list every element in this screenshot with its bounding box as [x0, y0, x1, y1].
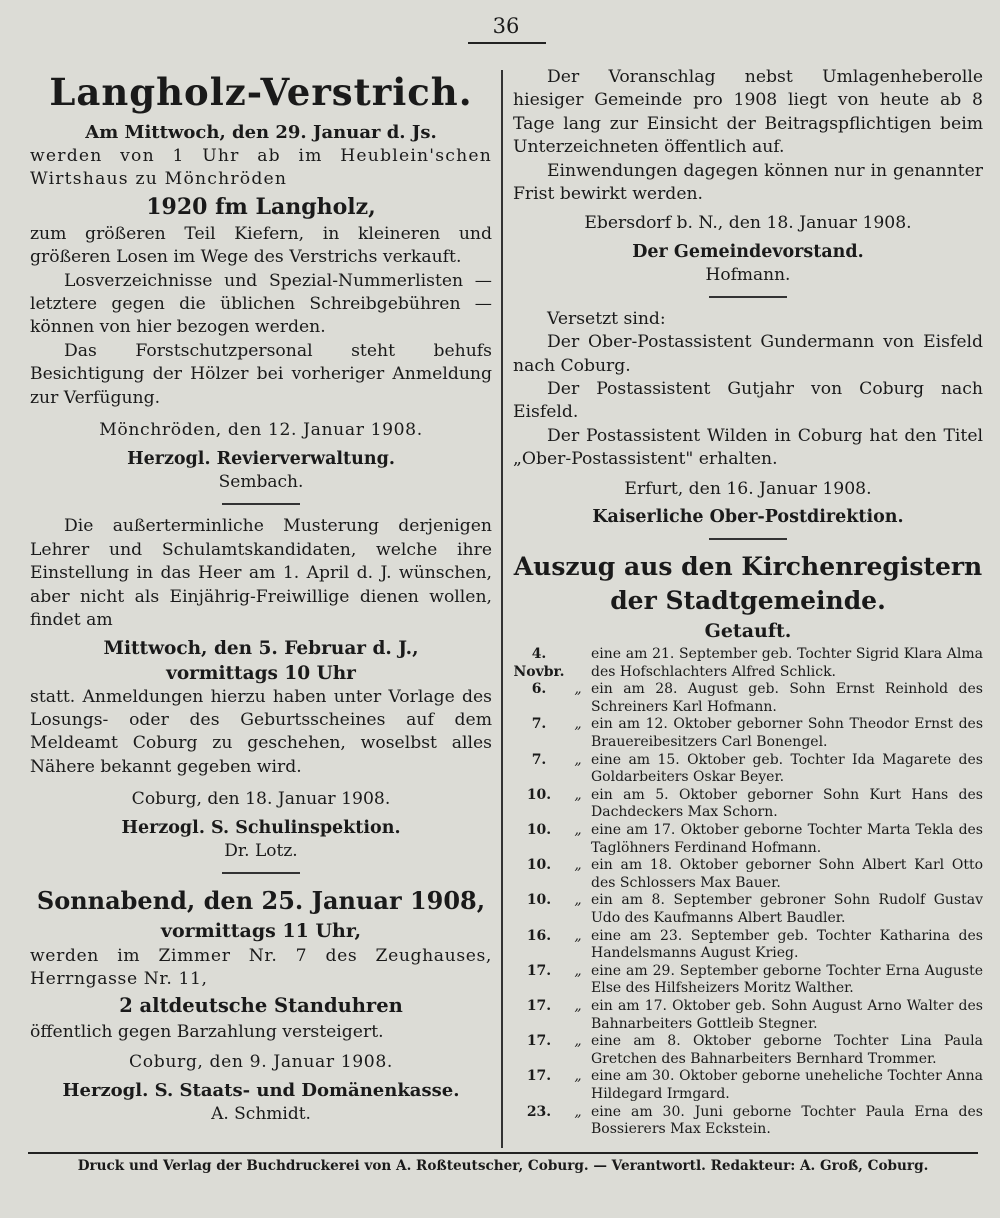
register-table [513, 646, 983, 1139]
notice-time-bold: vormittags 11 Uhr, [160, 919, 362, 942]
notice-signer: Dr. Lotz. [224, 840, 298, 861]
notice-paragraph: zum größeren Teil Kiefern, in kleineren und größeren Losen im Wege des Verstrichs verkauft. [30, 223, 492, 268]
entry-day: 7. [531, 751, 547, 768]
notice-title: Langholz-Verstrich. [49, 70, 473, 114]
notice-langholz [30, 66, 492, 494]
entry-ditto-mark: „ [574, 927, 582, 944]
footer-rule [28, 1152, 978, 1154]
entry-day: 16. [526, 927, 552, 944]
notice-signer: A. Schmidt. [211, 1104, 311, 1125]
notice-item: 2 altdeutsche Standuhren [119, 994, 403, 1018]
entry-ditto-mark: „ [574, 1033, 582, 1050]
notice-paragraph: Das Forstschutzpersonal steht behufs Besichtigung der Hölzer bei vorheriger Anmeldung zur Verfügung. [30, 340, 492, 408]
notice-paragraph: Die außerterminliche Musterung derjenigen Lehrer und Schulamtskandidaten, welche ihre Einstellung in das Heer am 1. April d. J. wünschen, aber nicht als Einjährig-Freiwillige dienen wollen, findet am [30, 516, 492, 631]
entry-text: eine am 29. September geborne Tochter Erna Auguste Else des Hilfsheizers Moritz Walther. [591, 962, 983, 997]
entry-day: 17. [526, 1033, 552, 1050]
register-entry [513, 1104, 983, 1139]
register-entry [513, 892, 983, 927]
notice-paragraph: Einwendungen dagegen können nur in genannter Frist bewirkt werden. [513, 160, 983, 205]
entry-ditto-mark: „ [574, 751, 582, 768]
notice-signature: Herzogl. S. Schulinspektion. [121, 817, 401, 838]
imprint-footer: Druck und Verlag der Buchdruckerei von A. Roßteutscher, Coburg. — Verantwortl. Redakteur: A. Groß, Coburg. [77, 1158, 929, 1174]
register-entry [513, 646, 983, 681]
entry-text: ein am 18. Oktober geborner Sohn Albert Karl Otto des Schlossers Max Bauer. [591, 857, 983, 891]
notice-place-date: Erfurt, den 16. Januar 1908. [624, 478, 872, 499]
notice-musterung [30, 515, 492, 862]
page-number-rule [468, 42, 546, 44]
entry-day: 10. [526, 892, 552, 909]
entry-ditto-mark [565, 646, 591, 681]
register-entry [513, 998, 983, 1033]
entry-day: 17. [526, 962, 552, 979]
divider-rule [709, 538, 787, 540]
notice-place-date: Mönchröden, den 12. Januar 1908. [99, 420, 423, 441]
register-entry [513, 963, 983, 998]
register-entry [513, 928, 983, 963]
entry-text: ein am 28. August geb. Sohn Ernst Reinhold des Schreiners Karl Hofmann. [591, 681, 983, 715]
entry-text: eine am 30. Juni geborne Tochter Paula Erna des Bossierers Max Eckstein. [591, 1103, 983, 1138]
entry-ditto-mark: „ [574, 786, 582, 803]
notice-signer: Sembach. [218, 472, 304, 493]
entry-ditto-mark: „ [574, 1103, 582, 1120]
notice-place-date: Coburg, den 9. Januar 1908. [129, 1051, 393, 1072]
notice-amount: 1920 fm Langholz, [146, 193, 376, 220]
divider-rule [222, 503, 300, 505]
register-entry [513, 1033, 983, 1068]
entry-ditto-mark: „ [574, 716, 582, 733]
register-section: Getauft. [704, 620, 792, 643]
register-entry [513, 752, 983, 787]
entry-text: ein am 5. Oktober geborner Sohn Kurt Hans des Dachdeckers Max Schorn. [591, 786, 983, 821]
entry-text: eine am 21. September geb. Tochter Sigrid Klara Alma des Hofschlachters Alfred Schlick. [591, 646, 983, 680]
notice-time-bold: vormittags 10 Uhr [166, 662, 356, 684]
entry-text: eine am 30. Oktober geborne uneheliche Tochter Anna Hildegard Irmgard. [591, 1068, 983, 1102]
entry-day: 10. [526, 822, 552, 839]
entry-day: 17. [526, 997, 552, 1014]
entry-day: 6. [531, 681, 547, 698]
notice-signature: Herzogl. Revierverwaltung. [127, 449, 395, 470]
left-column [30, 66, 492, 1126]
entry-text: ein am 17. Oktober geb. Sohn August Arno Walter des Bahnarbeiters Gottleib Stegner. [591, 997, 983, 1032]
entry-day: 10. [526, 857, 552, 874]
notice-signature: Herzogl. S. Staats- und Domänenkasse. [62, 1080, 460, 1102]
entry-day: 4. Novbr. [513, 646, 565, 680]
right-column [513, 66, 983, 1139]
entry-day: 23. [526, 1103, 552, 1120]
notice-paragraph: Der Postassistent Gutjahr von Coburg nach Eisfeld. [513, 379, 983, 423]
entry-ditto-mark: „ [574, 681, 582, 698]
entry-text: eine am 8. Oktober geborne Tochter Lina Paula Gretchen des Bahnarbeiters Bernhard Trommer. [591, 1033, 983, 1067]
notice-paragraph: statt. Anmeldungen hierzu haben unter Vorlage des Losungs- oder des Geburtsscheines auf dem Meldeamt Coburg zu geschehen, woselbst alles Nähere bekannt gegeben wird. [30, 686, 492, 777]
notice-paragraph: Der Postassistent Wilden in Coburg hat den Titel „Ober-Postassistent" erhalten. [513, 425, 983, 470]
notice-paragraph: werden im Zimmer Nr. 7 des Zeughauses, Herrngasse Nr. 11, [30, 945, 492, 989]
notice-signature: Kaiserliche Ober-Postdirektion. [592, 507, 904, 528]
entry-text: ein am 8. September gebroner Sohn Rudolf Gustav Udo des Kaufmanns Albert Baudler. [591, 892, 983, 926]
notice-paragraph: Der Voranschlag nebst Umlagenheberolle hiesiger Gemeinde pro 1908 liegt von heute ab 8 Tage lang zur Einsicht der Beitragspflichtigen beim Unterzeichneten öffentlich auf. [513, 67, 983, 158]
notice-signature: Der Gemeindevorstand. [632, 241, 864, 262]
entry-text: ein am 12. Oktober geborner Sohn Theodor Ernst des Brauereibesitzers Carl Bonengel. [591, 716, 983, 751]
entry-ditto-mark: „ [574, 997, 582, 1014]
notice-date-bold: Mittwoch, den 5. Februar d. J., [103, 637, 419, 659]
page-number: 36 [492, 14, 520, 38]
entry-ditto-mark: „ [574, 822, 582, 839]
notice-voranschlag [513, 66, 983, 287]
notice-place-date: Ebersdorf b. N., den 18. Januar 1908. [584, 213, 912, 234]
divider-rule [709, 296, 787, 298]
entry-text: eine am 23. September geb. Tochter Katharina des Handelsmanns August Krieg. [591, 927, 983, 962]
register-entry [513, 1068, 983, 1103]
notice-versetzt [513, 308, 983, 529]
divider-rule [222, 872, 300, 874]
notice-date-line: Am Mittwoch, den 29. Januar d. Js. [85, 122, 437, 143]
register-subtitle: der Stadtgemeinde. [610, 586, 886, 616]
notice-paragraph: öffentlich gegen Barzahlung versteigert. [30, 1022, 384, 1043]
notice-date-big: Sonnabend, den 25. Januar 1908, [36, 885, 486, 915]
notice-place-date: Coburg, den 18. Januar 1908. [131, 789, 391, 810]
entry-day: 17. [526, 1068, 552, 1085]
notice-paragraph: Der Ober-Postassistent Gundermann von Eisfeld nach Coburg. [513, 332, 983, 376]
column-divider [501, 70, 503, 1148]
notice-standuhren [30, 884, 492, 1127]
notice-signer: Hofmann. [705, 264, 791, 285]
entry-text: eine am 15. Oktober geb. Tochter Ida Magarete des Goldarbeiters Oskar Beyer. [591, 751, 983, 786]
entry-day: 10. [526, 786, 552, 803]
entry-ditto-mark: „ [574, 857, 582, 874]
entry-day: 7. [531, 716, 547, 733]
kirchenregister [513, 550, 983, 1139]
register-entry [513, 787, 983, 822]
notice-paragraph: werden von 1 Uhr ab im Heublein'schen Wirtshaus zu Mönchröden [30, 146, 492, 190]
entry-ditto-mark: „ [574, 1068, 582, 1085]
register-entry [513, 681, 983, 716]
entry-text: eine am 17. Oktober geborne Tochter Marta Tekla des Taglöhners Ferdinand Hofmann. [591, 822, 983, 856]
register-entry [513, 822, 983, 857]
register-entry [513, 857, 983, 892]
register-title: Auszug aus den Kirchenregistern [513, 552, 983, 582]
entry-ditto-mark: „ [574, 892, 582, 909]
register-entry [513, 716, 983, 751]
notice-intro: Versetzt sind: [547, 308, 666, 329]
entry-ditto-mark: „ [574, 962, 582, 979]
notice-paragraph: Losverzeichnisse und Spezial-Nummerlisten — letztere gegen die üblichen Schreibgebühren — können von hier bezogen werden. [30, 270, 492, 338]
